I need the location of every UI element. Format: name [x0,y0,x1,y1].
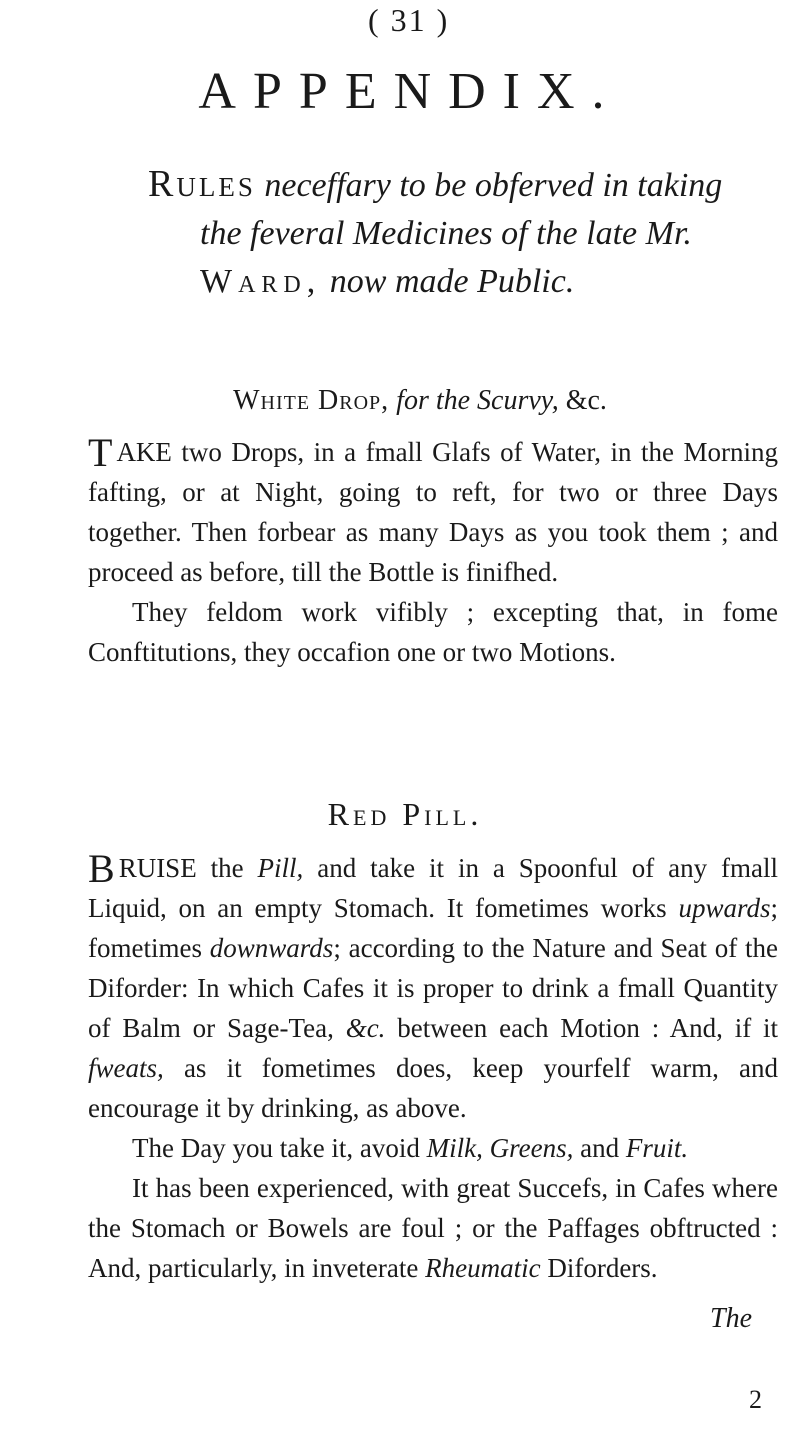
red-pill-p1-f: as it fometimes does, keep yourfelf warm, and encourage it by drinking, as above. [88,1053,779,1123]
red-pill-p1-b: and take it in a Spoonful of any fmall Liquid, on an empty Stomach. It fometimes works [88,853,779,923]
rules-line-3-text: now made Public. [329,263,575,300]
appendix-title: APPENDIX. [198,63,622,120]
page-number: ( 31 ) [368,2,450,38]
red-pill-word-sweats: fweats, [88,1053,164,1083]
red-pill-word-and: and [580,1133,620,1163]
red-pill-text [88,848,778,1288]
red-pill-p1-e: between each Motion : And, if it [397,1013,779,1043]
red-pill-p2-a: The Day you take it, avoid [132,1133,420,1163]
rules-line-1 [148,160,768,210]
red-pill-word-upwards: upwards [678,893,771,923]
rules-line-2: the feveral Medicines of the late Mr. [200,215,692,252]
white-drop-title: White Drop, [233,385,390,416]
red-pill-p3-a: It has been experienced, with great Succefs, in Cafes where the Stomach or Bowels are foul ; or the Paffages obftructed : And, particularly, in inveterate [88,1173,778,1283]
rules-word: Rules [148,163,256,205]
red-pill-p1-d: ; according to the Nature and Seat of the Diforder: In which Cafes it is proper to drink a fmall Quantity of Balm or Sage-Tea, [88,933,778,1043]
red-pill-word-fruit: Fruit. [625,1133,689,1163]
white-drop-etc: &c. [565,385,607,416]
red-pill-word-pill: Pill, [257,853,304,883]
red-pill-heading: Red Pill. [327,796,483,832]
red-pill-p1-a: RUISE the [118,853,244,883]
red-pill-p1-c: ; fometimes [88,893,779,963]
white-drop-heading [0,385,800,417]
red-pill-word-downwards: downwards [209,933,334,963]
rules-line-3 [148,258,768,306]
dropcap-t: T [88,430,113,475]
red-pill-word-rheumatic: Rheumatic [425,1253,541,1283]
white-drop-p1-text: AKE two Drops, in a fmall Glafs of Water, in the Morning fafting, or at Night, going to reft, for two or three Days together. Then forbear as many Days as you took them ; and proceed as before, till the Bottle is finifhed. [88,437,778,587]
rules-heading [148,160,768,306]
red-pill-word-milk: Milk, [426,1133,483,1163]
dropcap-b: B [88,846,115,891]
white-drop-paragraph-2: They feldom work vifibly ; excepting that, in fome Conftitutions, they occafion one or two Motions. [88,597,778,667]
white-drop-paragraph-1 [88,432,778,592]
red-pill-word-greens: Greens, [489,1133,574,1163]
catchword: The [710,1303,752,1334]
ward-name: Ward, [200,263,322,300]
red-pill-paragraph-2 [88,1128,778,1168]
red-pill-etc: &c. [345,1013,386,1043]
white-drop-text [88,432,778,672]
rules-line-1-text: neceffary to be obferved in taking [264,167,723,204]
red-pill-p3-b: Diforders. [547,1253,658,1283]
white-drop-purpose: for the Scurvy, [396,385,559,416]
red-pill-paragraph-3 [88,1168,778,1288]
signature-mark: 2 [749,1385,762,1414]
red-pill-paragraph-1 [88,848,778,1128]
